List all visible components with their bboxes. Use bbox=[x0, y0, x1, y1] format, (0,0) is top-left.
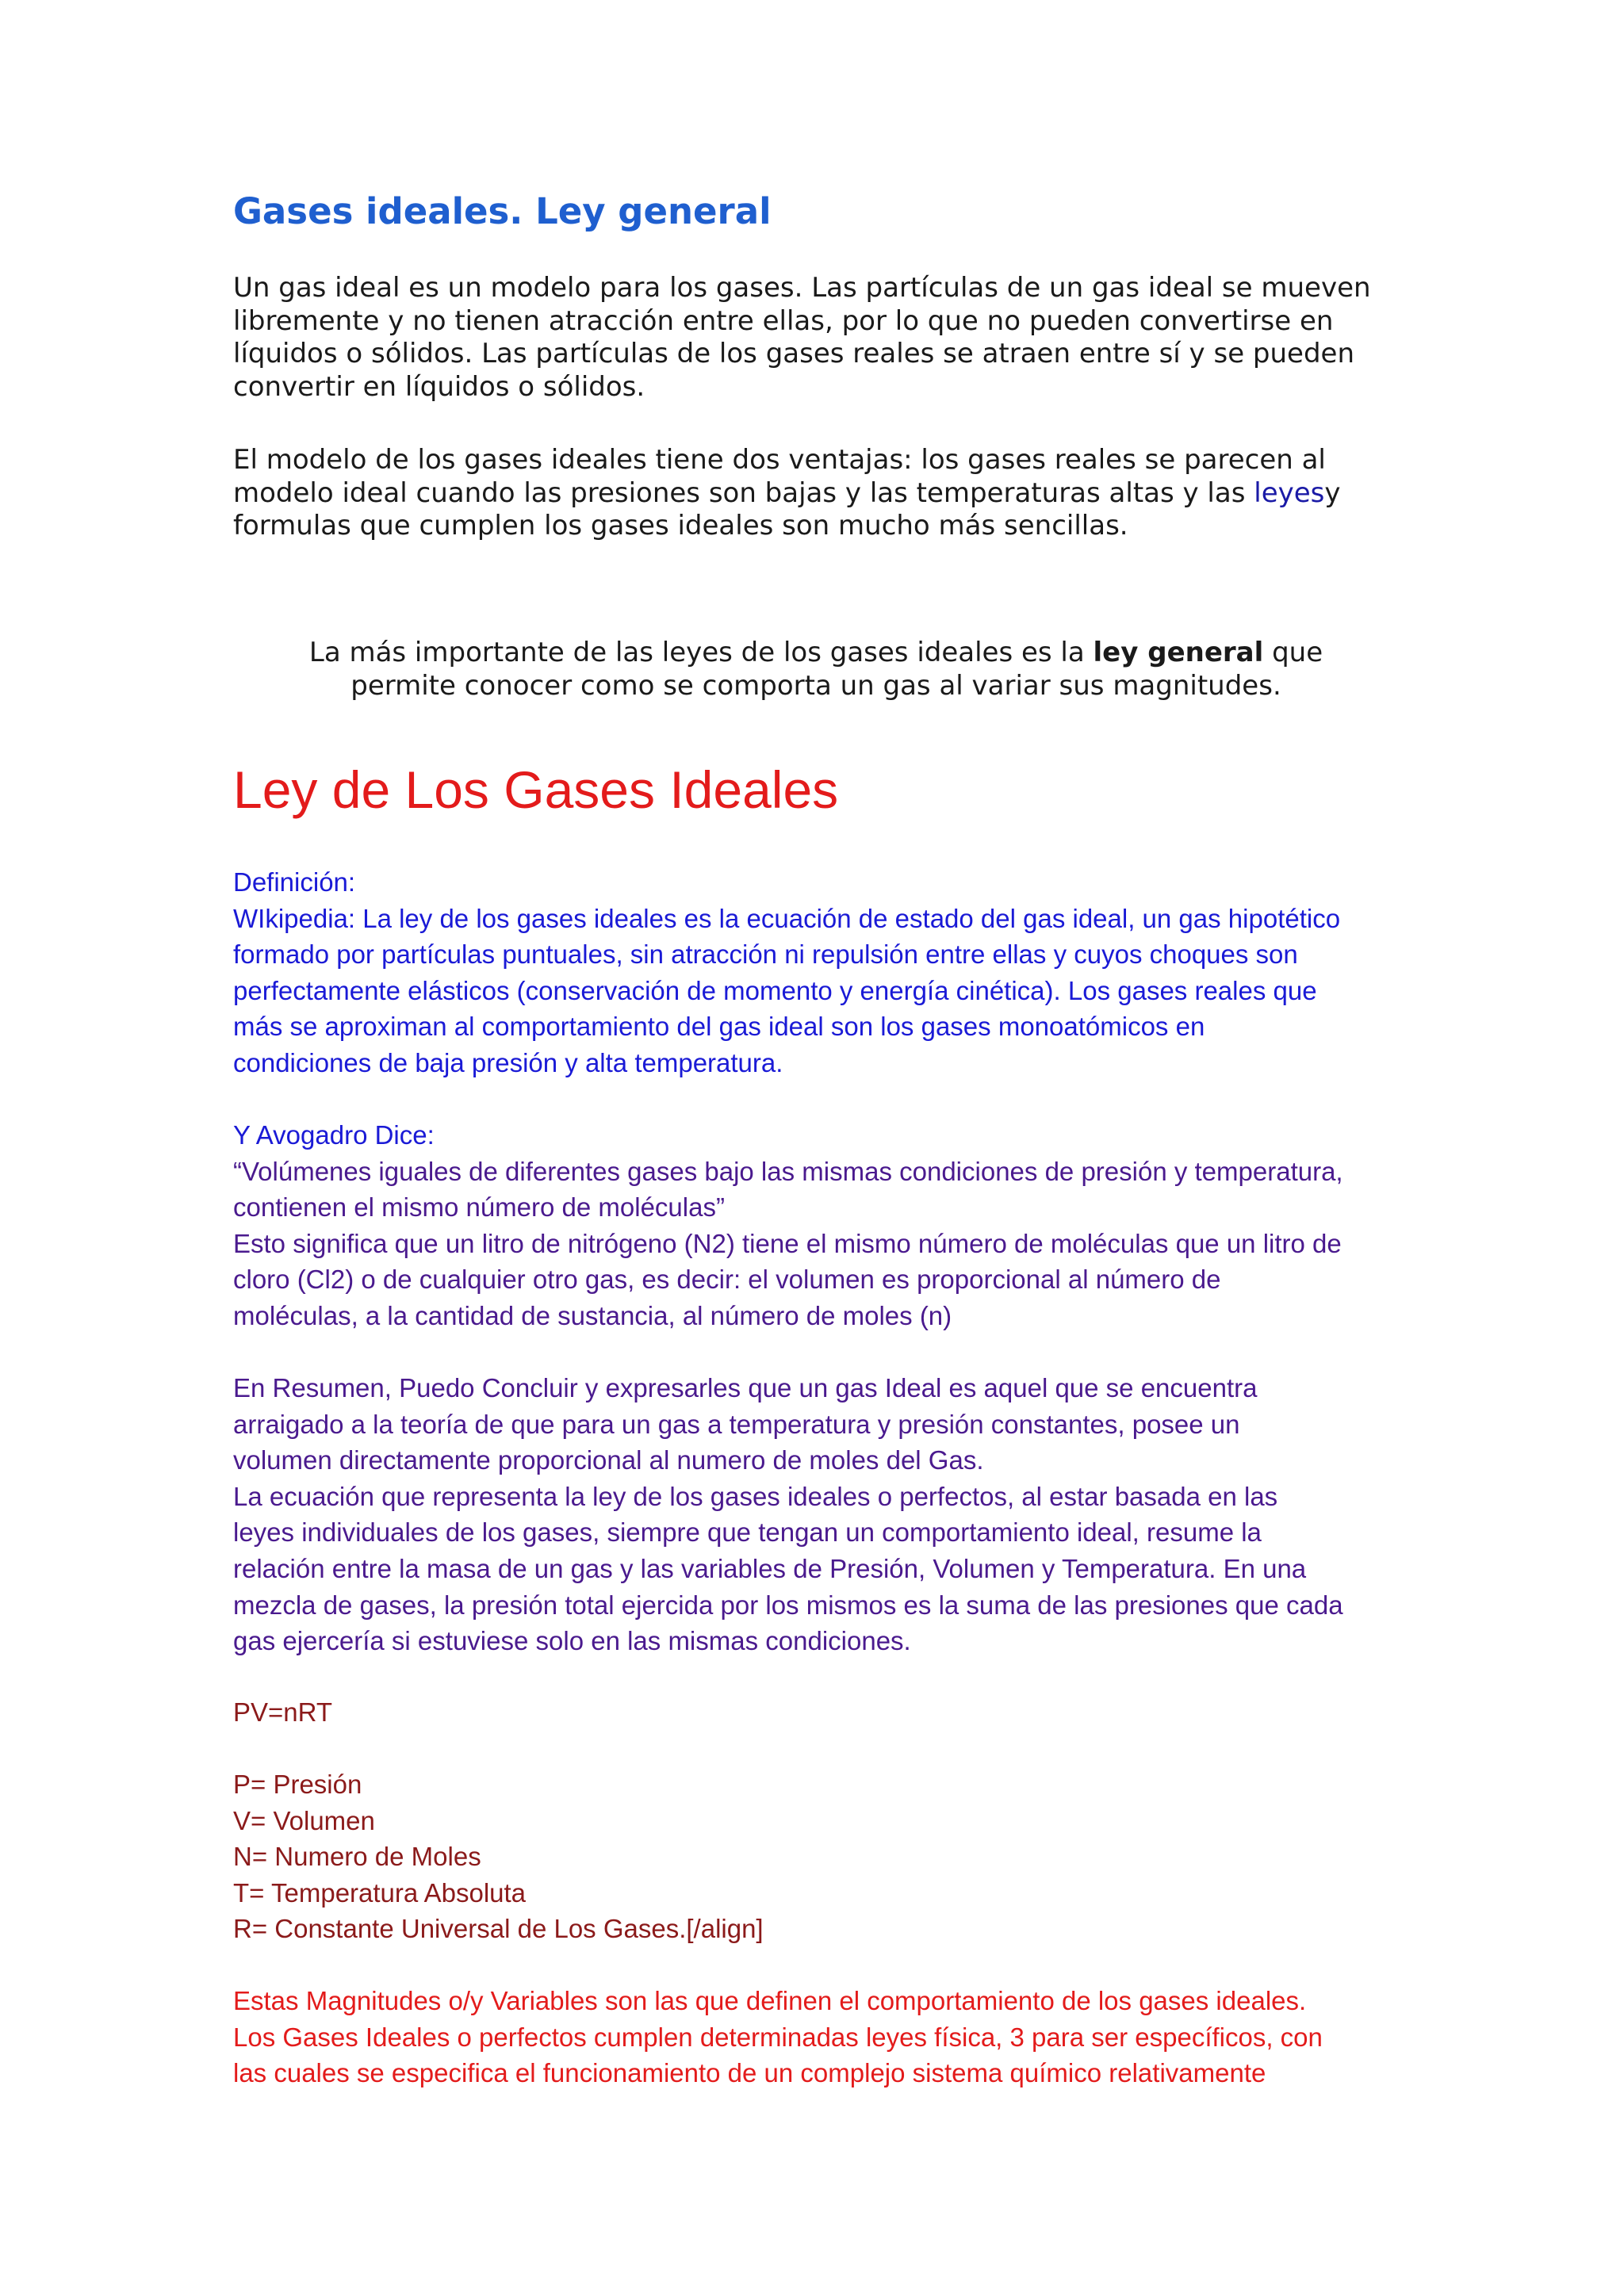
text-fragment: La más importante de las leyes de los gases ideales es la bbox=[308, 637, 1094, 668]
text-fragment: modelo ideal cuando las presiones son bajas y las temperaturas altas y las bbox=[233, 476, 1254, 509]
centered-paragraph bbox=[233, 637, 1399, 702]
text-line: Y Avogadro Dice: bbox=[233, 1120, 435, 1150]
text-line: gas ejercería si estuviese solo en las mismas condiciones. bbox=[233, 1626, 911, 1656]
text-line: relación entre la masa de un gas y las variables de Presión, Volumen y Temperatura. En una bbox=[233, 1553, 1307, 1583]
text-line: “Volúmenes iguales de diferentes gases bajo las mismas condiciones de presión y temperatura, bbox=[233, 1156, 1343, 1186]
text-line: cloro (Cl2) o de cualquier otro gas, es decir: el volumen es proporcional al número de bbox=[233, 1265, 1221, 1295]
bold-term: ley general bbox=[1093, 637, 1264, 668]
page-title: Gases ideales. Ley general bbox=[233, 190, 772, 232]
text-fragment: que bbox=[1263, 637, 1323, 668]
variable-item: R= Constante Universal de Los Gases.[/align] bbox=[233, 1914, 764, 1944]
text-line: las cuales se especifica el funcionamiento de un complejo sistema químico relativamente bbox=[233, 2058, 1266, 2088]
text-line: moléculas, a la cantidad de sustancia, al número de moles (n) bbox=[233, 1300, 952, 1330]
variables-list bbox=[233, 1766, 1423, 1947]
text-line bbox=[233, 477, 1399, 511]
text-line: WIkipedia: La ley de los gases ideales es la ecuación de estado del gas ideal, un gas hipotético bbox=[233, 903, 1341, 933]
text-line: Definición: bbox=[233, 867, 356, 897]
summary-block bbox=[233, 1370, 1423, 1659]
text-line: convertir en líquidos o sólidos. bbox=[233, 370, 645, 403]
intro-paragraph-1 bbox=[233, 272, 1399, 404]
text-line: permite conocer como se comporta un gas al variar sus magnitudes. bbox=[350, 669, 1281, 702]
section-heading: Ley de Los Gases Ideales bbox=[233, 760, 839, 819]
text-line: condiciones de baja presión y alta temperatura. bbox=[233, 1047, 783, 1077]
text-line: libremente y no tienen atracción entre ellas, por lo que no pueden convertirse en bbox=[233, 304, 1334, 337]
text-fragment: y bbox=[1324, 476, 1341, 509]
text-line: mezcla de gases, la presión total ejercida por los mismos es la suma de las presiones que cada bbox=[233, 1590, 1343, 1620]
text-line: Esto significa que un litro de nitrógeno (N2) tiene el mismo número de moléculas que un litro de bbox=[233, 1228, 1342, 1258]
variable-item: T= Temperatura Absoluta bbox=[233, 1877, 527, 1908]
avogadro-block bbox=[233, 1117, 1423, 1334]
text-line: líquidos o sólidos. Las partículas de los gases reales se atraen entre sí y se pueden bbox=[233, 338, 1355, 370]
text-line: Un gas ideal es un modelo para los gases. Las partículas de un gas ideal se mueven bbox=[233, 272, 1371, 304]
text-line: leyes individuales de los gases, siempre que tengan un comportamiento ideal, resume la bbox=[233, 1517, 1262, 1548]
text-line: formado por partículas puntuales, sin atracción ni repulsión entre ellas y cuyos choques son bbox=[233, 939, 1298, 970]
text-line: La ecuación que representa la ley de los gases ideales o perfectos, al estar basada en las bbox=[233, 1481, 1278, 1511]
text-line: Los Gases Ideales o perfectos cumplen determinadas leyes física, 3 para ser específicos, con bbox=[233, 2022, 1323, 2052]
text-line: más se aproximan al comportamiento del gas ideal son los gases monoatómicos en bbox=[233, 1012, 1205, 1042]
text-line: volumen directamente proporcional al numero de moles del Gas. bbox=[233, 1445, 984, 1475]
text-line: contienen el mismo número de moléculas” bbox=[233, 1192, 725, 1223]
text-line: arraigado a la teoría de que para un gas a temperatura y presión constantes, posee un bbox=[233, 1409, 1240, 1439]
intro-paragraph-2 bbox=[233, 444, 1399, 543]
formula-text: PV=nRT bbox=[233, 1697, 333, 1727]
text-line: perfectamente elásticos (conservación de momento y energía cinética). Los gases reales que bbox=[233, 975, 1317, 1005]
variable-item: V= Volumen bbox=[233, 1805, 375, 1835]
formula bbox=[233, 1694, 1423, 1731]
definition-block bbox=[233, 864, 1423, 1081]
text-line: formulas que cumplen los gases ideales son mucho más sencillas. bbox=[233, 510, 1128, 542]
text-line bbox=[233, 637, 1399, 670]
text-line: El modelo de los gases ideales tiene dos ventajas: los gases reales se parecen al bbox=[233, 444, 1326, 476]
variable-item: N= Numero de Moles bbox=[233, 1842, 481, 1872]
variable-item: P= Presión bbox=[233, 1770, 362, 1799]
text-line: Estas Magnitudes o/y Variables son las que definen el comportamiento de los gases ideales. bbox=[233, 1986, 1307, 2015]
text-line: En Resumen, Puedo Concluir y expresarles que un gas Ideal es aquel que se encuentra bbox=[233, 1373, 1258, 1402]
leyes-link[interactable]: leyes bbox=[1254, 476, 1325, 509]
closing-block bbox=[233, 1983, 1423, 2091]
